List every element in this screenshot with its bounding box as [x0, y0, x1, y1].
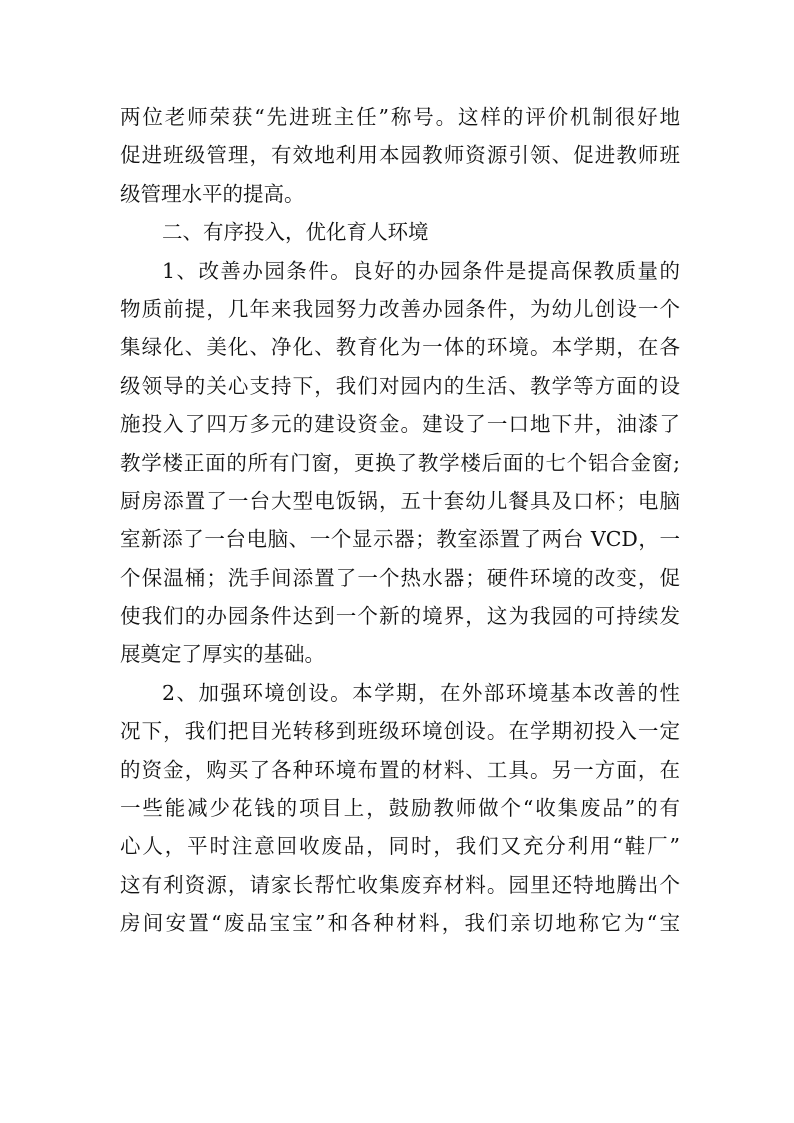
text-line: 心人，平时注意回收废品，同时，我们又充分利用“鞋厂”	[120, 834, 680, 859]
text-line: 物质前提，几年来我园努力改善办园条件，为幼儿创设一个	[120, 296, 680, 321]
text-line: 1、改善办园条件。良好的办园条件是提高保教质量的	[162, 258, 680, 283]
section-heading: 二、有序投入，优化育人环境	[162, 220, 429, 245]
text-line: 使我们的办园条件达到一个新的境界，这为我园的可持续发	[120, 604, 680, 629]
text-line: 促进班级管理，有效地利用本园教师资源引领、促进教师班	[120, 143, 680, 168]
text-line: 房间安置“废品宝宝”和各种材料，我们亲切地称它为“宝	[120, 911, 680, 936]
text-line: 级领导的关心支持下，我们对园内的生活、教学等方面的设	[120, 373, 680, 398]
text-line: 一些能减少花钱的项目上，鼓励教师做个“收集废品”的有	[120, 796, 680, 821]
text-line: 这有利资源，请家长帮忙收集废弃材料。园里还特地腾出个	[120, 872, 680, 897]
text-line: 的资金，购买了各种环境布置的材料、工具。另一方面，在	[120, 757, 680, 782]
text-line: 施投入了四万多元的建设资金。建设了一口地下井，油漆了	[120, 412, 680, 437]
text-line: 厨房添置了一台大型电饭锅，五十套幼儿餐具及口杯；电脑	[120, 488, 680, 513]
text-line: 教学楼正面的所有门窗，更换了教学楼后面的七个铝合金窗;	[120, 450, 680, 475]
text-line: 室新添了一台电脑、一个显示器；教室添置了两台 VCD，一	[120, 527, 680, 552]
text-line: 况下，我们把目光转移到班级环境创设。在学期初投入一定	[120, 719, 680, 744]
text-line: 展奠定了厚实的基础。	[120, 642, 325, 667]
text-line: 集绿化、美化、净化、教育化为一体的环境。本学期，在各	[120, 335, 680, 360]
document-body	[120, 98, 680, 943]
text-line: 2、加强环境创设。本学期，在外部环境基本改善的性	[162, 680, 680, 705]
text-line: 两位老师荣获“先进班主任”称号。这样的评价机制很好地	[120, 105, 680, 129]
text-line: 个保温桶；洗手间添置了一个热水器；硬件环境的改变，促	[120, 565, 680, 590]
text-line: 级管理水平的提高。	[120, 181, 305, 206]
